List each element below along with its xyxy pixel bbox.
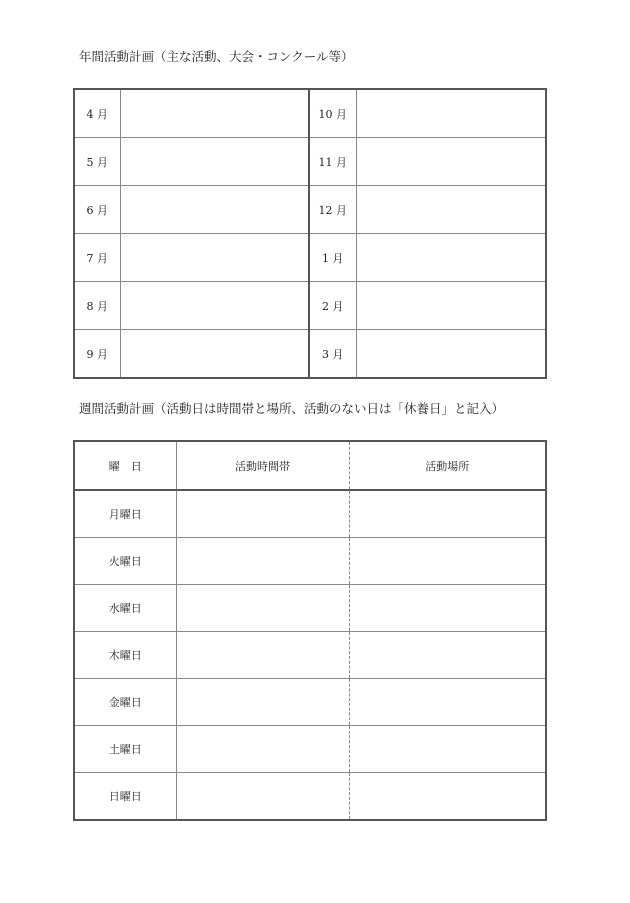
activity-entry-cell[interactable]: [120, 330, 309, 379]
weekly-plan-header-row: [74, 441, 546, 490]
activity-place-cell[interactable]: [349, 585, 546, 632]
weekly-plan-table: [73, 440, 547, 821]
month-label: 8 月: [74, 282, 120, 330]
time-column-header: 活動時間帯: [176, 441, 349, 490]
month-label: 6 月: [74, 186, 120, 234]
weekly-plan-row: [74, 538, 546, 585]
weekday-label: 日曜日: [74, 773, 176, 821]
month-label: 5 月: [74, 138, 120, 186]
month-label: 3 月: [309, 330, 356, 379]
activity-entry-cell[interactable]: [356, 330, 546, 379]
month-label: 10 月: [309, 89, 356, 138]
annual-plan-row: [74, 186, 546, 234]
weekday-label: 火曜日: [74, 538, 176, 585]
month-label: 12 月: [309, 186, 356, 234]
activity-time-cell[interactable]: [176, 773, 349, 821]
weekday-label: 木曜日: [74, 632, 176, 679]
annual-plan-table: [73, 88, 547, 379]
weekday-label: 金曜日: [74, 679, 176, 726]
activity-entry-cell[interactable]: [356, 138, 546, 186]
activity-entry-cell[interactable]: [356, 282, 546, 330]
month-label: 9 月: [74, 330, 120, 379]
activity-time-cell[interactable]: [176, 679, 349, 726]
weekly-plan-row: [74, 490, 546, 538]
activity-place-cell[interactable]: [349, 490, 546, 538]
annual-plan-body: [74, 89, 546, 378]
annual-plan-row: [74, 89, 546, 138]
activity-entry-cell[interactable]: [356, 186, 546, 234]
weekly-plan-row: [74, 585, 546, 632]
annual-plan-row: [74, 234, 546, 282]
activity-time-cell[interactable]: [176, 538, 349, 585]
weekday-label: 土曜日: [74, 726, 176, 773]
activity-place-cell[interactable]: [349, 538, 546, 585]
weekly-plan-body: [74, 490, 546, 820]
weekday-label: 水曜日: [74, 585, 176, 632]
annual-plan-row: [74, 282, 546, 330]
month-label: 11 月: [309, 138, 356, 186]
month-label: 4 月: [74, 89, 120, 138]
month-label: 7 月: [74, 234, 120, 282]
month-label: 1 月: [309, 234, 356, 282]
annual-plan-row: [74, 138, 546, 186]
activity-entry-cell[interactable]: [120, 282, 309, 330]
weekly-plan-row: [74, 632, 546, 679]
weekday-label: 月曜日: [74, 490, 176, 538]
weekly-plan-row: [74, 679, 546, 726]
activity-entry-cell[interactable]: [120, 138, 309, 186]
annual-plan-row: [74, 330, 546, 379]
place-column-header: 活動場所: [349, 441, 546, 490]
day-column-header: 曜 日: [74, 441, 176, 490]
activity-time-cell[interactable]: [176, 632, 349, 679]
activity-entry-cell[interactable]: [120, 234, 309, 282]
activity-place-cell[interactable]: [349, 679, 546, 726]
activity-time-cell[interactable]: [176, 726, 349, 773]
activity-time-cell[interactable]: [176, 490, 349, 538]
activity-time-cell[interactable]: [176, 585, 349, 632]
activity-entry-cell[interactable]: [356, 234, 546, 282]
weekly-plan-heading: 週間活動計画（活動日は時間帯と場所、活動のない日は「休養日」と記入）: [79, 401, 505, 416]
activity-entry-cell[interactable]: [356, 89, 546, 138]
activity-place-cell[interactable]: [349, 726, 546, 773]
month-label: 2 月: [309, 282, 356, 330]
activity-place-cell[interactable]: [349, 632, 546, 679]
activity-entry-cell[interactable]: [120, 186, 309, 234]
weekly-plan-row: [74, 726, 546, 773]
weekly-plan-row: [74, 773, 546, 821]
activity-entry-cell[interactable]: [120, 89, 309, 138]
annual-plan-heading: 年間活動計画（主な活動、大会・コンクール等）: [79, 49, 354, 64]
activity-place-cell[interactable]: [349, 773, 546, 821]
